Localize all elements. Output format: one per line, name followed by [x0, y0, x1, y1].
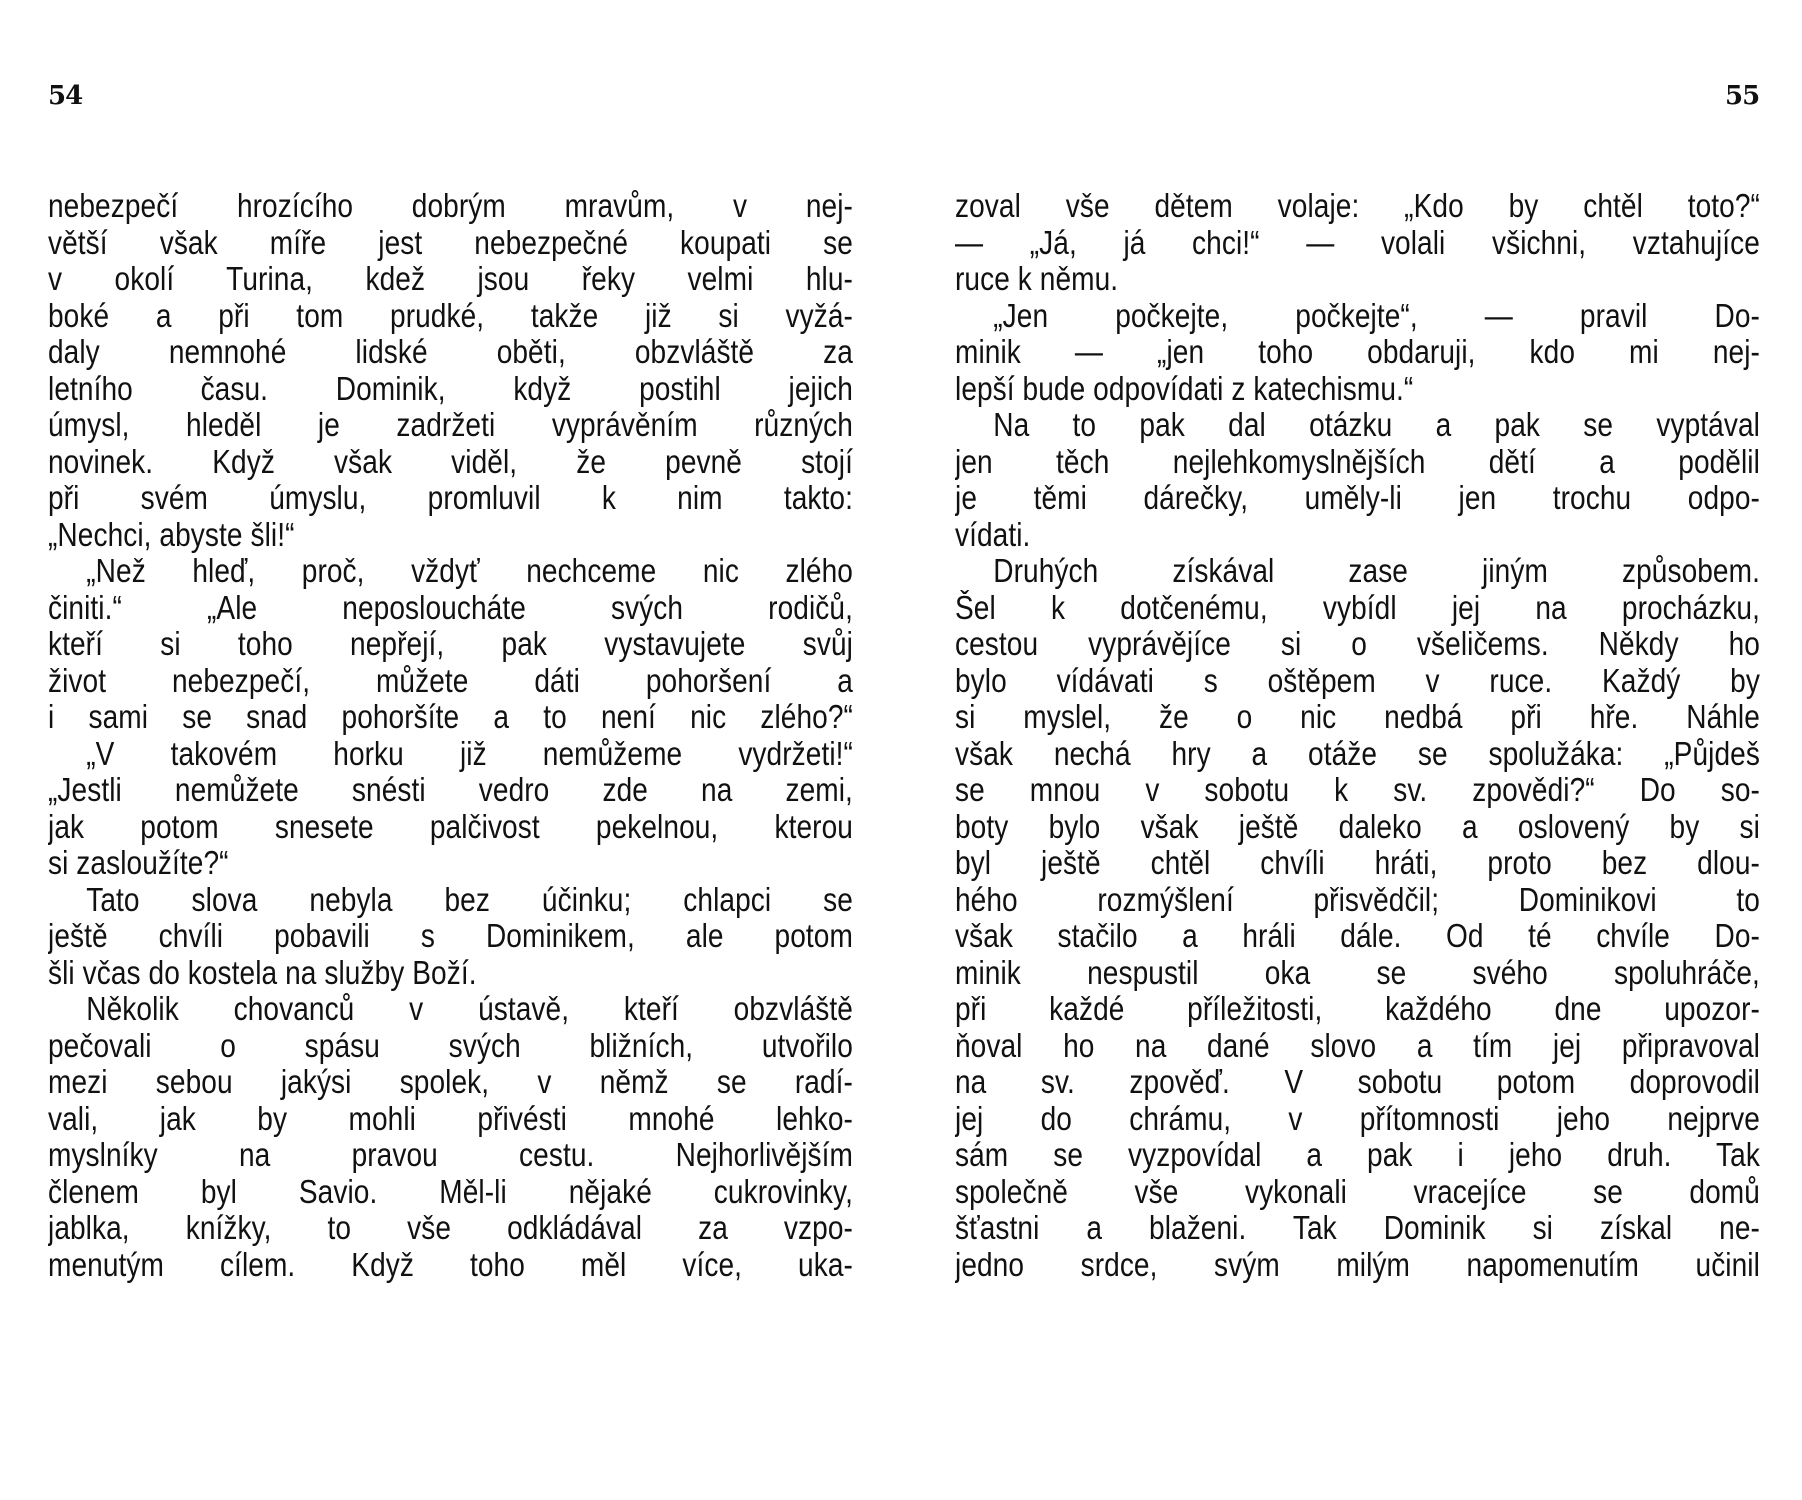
- text-line: daly nemnohé lidské oběti, obzvláště za: [48, 334, 853, 370]
- text-line: vídati.: [955, 516, 1031, 553]
- text-line: sám se vyzpovídal a pak i jeho druh. Tak: [955, 1137, 1760, 1173]
- text-line: však nechá hry a otáže se spolužáka: „Půjdeš: [955, 735, 1760, 772]
- text-line: — „Já, já chci!“ — volali všichni, vztahujíce: [955, 224, 1760, 261]
- text-line: v okolí Turina, kdež jsou řeky velmi hlu-: [48, 261, 853, 297]
- text-line: společně vše vykonali vracejíce se domů: [955, 1173, 1760, 1210]
- text-line: jablka, knížky, to vše odkládával za vzpo-: [48, 1210, 853, 1246]
- text-line: jak potom snesete palčivost pekelnou, kterou: [48, 808, 853, 845]
- text-line: nebezpečí hrozícího dobrým mravům, v nej-: [48, 188, 853, 224]
- text-line: na sv. zpověď. V sobotu potom doprovodil: [955, 1064, 1760, 1100]
- text-line: Na to pak dal otázku a pak se vyptával: [993, 407, 1760, 443]
- text-line: letního času. Dominik, když postihl jejich: [48, 370, 853, 407]
- text-line: vali, jak by mohli přivésti mnohé lehko-: [48, 1100, 853, 1137]
- right-page-text: [955, 188, 1760, 1283]
- text-line: šli včas do kostela na služby Boží.: [48, 954, 477, 991]
- text-line: ňoval ho na dané slovo a tím jej připravoval: [955, 1027, 1760, 1064]
- text-line: myslníky na pravou cestu. Nejhorlivějším: [48, 1137, 853, 1173]
- text-line: při svém úmyslu, promluvil k nim takto:: [48, 480, 853, 516]
- text-line: si zasloužíte?“: [48, 845, 229, 881]
- text-line: pečovali o spásu svých bližních, utvořilo: [48, 1027, 853, 1064]
- text-line: „Jen počkejte, počkejte“, — pravil Do-: [993, 297, 1760, 334]
- text-line: jedno srdce, svým milým napomenutím učinil: [955, 1246, 1760, 1283]
- page-number-right: 55: [1725, 81, 1760, 111]
- text-line: činiti.“ „Ale neposloucháte svých rodičů,: [48, 589, 853, 626]
- text-line: Několik chovanců v ústavě, kteří obzvláště: [86, 991, 853, 1027]
- text-line: i sami se snad pohoršíte a to není nic zlého?“: [48, 699, 853, 735]
- text-line: novinek. Když však viděl, že pevně stojí: [48, 443, 853, 480]
- text-line: boty bylo však ještě daleko a oslovený by si: [955, 808, 1760, 845]
- text-line: ruce k němu.: [955, 261, 1119, 297]
- text-line: členem byl Savio. Měl-li nějaké cukrovinky,: [48, 1173, 853, 1210]
- text-line: Tato slova nebyla bez účinku; chlapci se: [86, 881, 853, 918]
- text-line: lepší bude odpovídati z katechismu.“: [955, 370, 1414, 407]
- text-line: zoval vše dětem volaje: „Kdo by chtěl toto?“: [955, 188, 1760, 224]
- text-line: se mnou v sobotu k sv. zpovědi?“ Do so-: [955, 772, 1760, 808]
- text-line: při každé příležitosti, každého dne upozor-: [955, 991, 1760, 1027]
- text-line: minik — „jen toho obdaruji, kdo mi nej-: [955, 334, 1760, 370]
- text-line: větší však míře jest nebezpečné koupati se: [48, 224, 853, 261]
- text-line: Šel k dotčenému, vybídl jej na procházku,: [955, 589, 1760, 626]
- text-line: však stačilo a hráli dále. Od té chvíle Do-: [955, 918, 1760, 954]
- text-line: jej do chrámu, v přítomnosti jeho nejprve: [955, 1100, 1760, 1137]
- text-line: šťastni a blaženi. Tak Dominik si získal ne-: [955, 1210, 1760, 1246]
- text-line: bylo vídávati s oštěpem v ruce. Každý by: [955, 662, 1760, 699]
- text-line: „Než hleď, proč, vždyť nechceme nic zlého: [86, 553, 853, 589]
- text-line: úmysl, hleděl je zadržeti vyprávěním různých: [48, 407, 853, 443]
- text-line: „V takovém horku již nemůžeme vydržeti!“: [86, 735, 853, 772]
- text-line: „Jestli nemůžete snésti vedro zde na zemi,: [48, 772, 853, 808]
- text-line: minik nespustil oka se svého spoluhráče,: [955, 954, 1760, 991]
- text-line: jen těch nejlehkomyslnějších dětí a podělil: [955, 443, 1760, 480]
- text-line: Druhých získával zase jiným způsobem.: [993, 553, 1760, 589]
- text-line: ještě chvíli pobavili s Dominikem, ale potom: [48, 918, 853, 954]
- text-line: život nebezpečí, můžete dáti pohoršení a: [48, 662, 853, 699]
- text-line: menutým cílem. Když toho měl více, uka-: [48, 1246, 853, 1283]
- text-line: hého rozmýšlení přisvědčil; Dominikovi to: [955, 881, 1760, 918]
- text-line: byl ještě chtěl chvíli hráti, proto bez dlou-: [955, 845, 1760, 881]
- text-line: cestou vyprávějíce si o všeličems. Někdy ho: [955, 626, 1760, 662]
- left-page-text: [48, 188, 853, 1283]
- page-number-left: 54: [48, 81, 83, 111]
- text-line: „Nechci, abyste šli!“: [48, 516, 295, 553]
- text-line: boké a při tom prudké, takže již si vyžá-: [48, 297, 853, 334]
- text-line: si myslel, že o nic nedbá při hře. Náhle: [955, 699, 1760, 735]
- text-line: mezi sebou jakýsi spolek, v němž se radí-: [48, 1064, 853, 1100]
- text-line: kteří si toho nepřejí, pak vystavujete svůj: [48, 626, 853, 662]
- text-line: je těmi dárečky, uměly-li jen trochu odpo-: [955, 480, 1760, 516]
